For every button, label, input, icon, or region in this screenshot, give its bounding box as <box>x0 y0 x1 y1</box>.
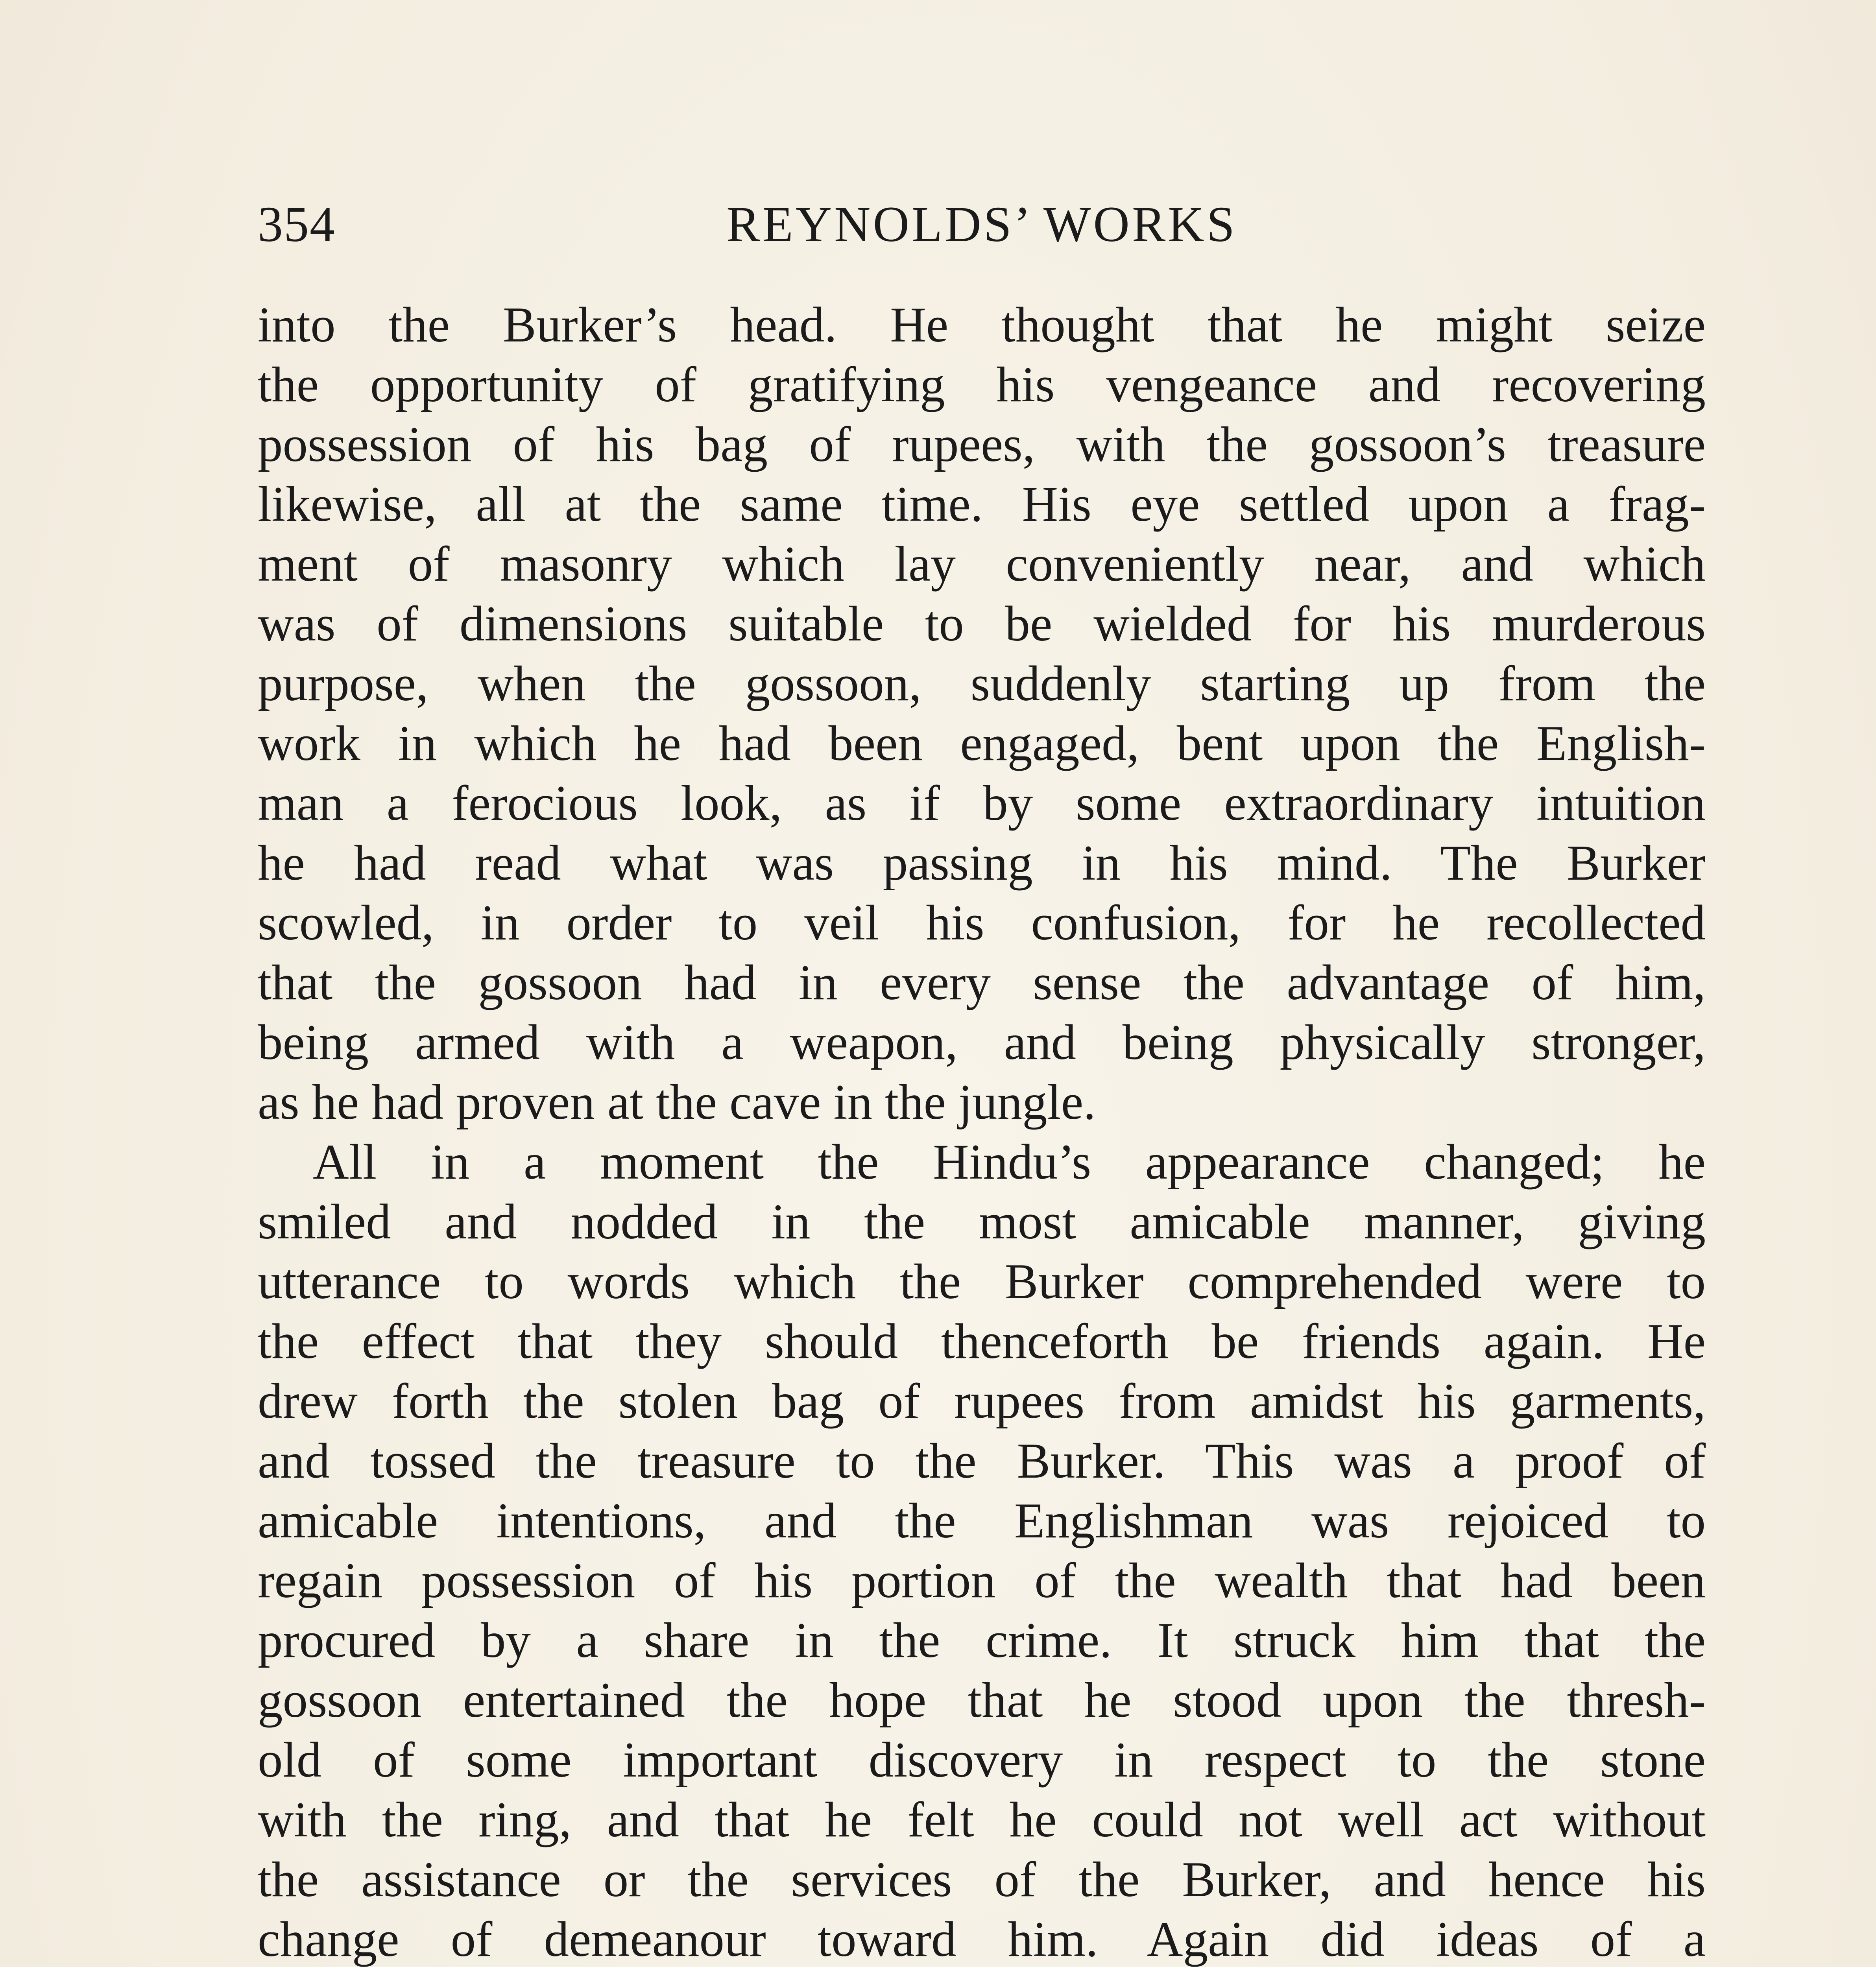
text-line: possession of his bag of rupees, with the gossoon’s treasure <box>258 417 1706 472</box>
text-line: All in a moment the Hindu’s appearance changed; he <box>313 1135 1706 1190</box>
text-line: change of demeanour toward him. Again did ideas of a <box>258 1912 1706 1967</box>
text-line: man a ferocious look, as if by some extraordinary intuition <box>258 776 1706 831</box>
page-header <box>258 185 1706 264</box>
text-line: smiled and nodded in the most amicable manner, giving <box>258 1194 1706 1249</box>
text-line: scowled, in order to veil his confusion, for he recollected <box>258 895 1706 950</box>
text-line: amicable intentions, and the Englishman was rejoiced to <box>258 1493 1706 1548</box>
text-line: gossoon entertained the hope that he stood upon the thresh- <box>258 1673 1706 1728</box>
text-line: drew forth the stolen bag of rupees from amidst his garments, <box>258 1374 1706 1429</box>
text-line: old of some important discovery in respect to the stone <box>258 1733 1706 1788</box>
text-line: was of dimensions suitable to be wielded for his murderous <box>258 596 1706 651</box>
text-line: likewise, all at the same time. His eye settled upon a frag- <box>258 477 1706 532</box>
body-text <box>258 295 1706 1967</box>
text-line: regain possession of his portion of the wealth that had been <box>258 1553 1706 1608</box>
text-line: utterance to words which the Burker comprehended were to <box>258 1254 1706 1309</box>
text-line: purpose, when the gossoon, suddenly starting up from the <box>258 656 1706 711</box>
text-line: and tossed the treasure to the Burker. This was a proof of <box>258 1434 1706 1489</box>
running-title: REYNOLDS’ WORKS <box>726 196 1237 252</box>
text-line: the effect that they should thenceforth be friends again. He <box>258 1314 1706 1369</box>
text-line: as he had proven at the cave in the jungle. <box>258 1075 1096 1130</box>
text-line: he had read what was passing in his mind. The Burker <box>258 836 1706 891</box>
text-line: work in which he had been engaged, bent upon the English- <box>258 716 1706 771</box>
text-line: with the ring, and that he felt he could not well act without <box>258 1792 1706 1847</box>
text-line: the assistance or the services of the Burker, and hence his <box>258 1852 1706 1907</box>
text-line: ment of masonry which lay conveniently near, and which <box>258 537 1706 592</box>
text-line: procured by a share in the crime. It struck him that the <box>258 1613 1706 1668</box>
page-number: 354 <box>258 196 336 252</box>
text-line: into the Burker’s head. He thought that he might seize <box>258 297 1706 352</box>
paragraph <box>258 1132 1706 1967</box>
text-line: being armed with a weapon, and being physically stronger, <box>258 1015 1706 1070</box>
paragraph <box>258 295 1706 1132</box>
text-line: the opportunity of gratifying his vengeance and recovering <box>258 357 1706 412</box>
text-line: that the gossoon had in every sense the advantage of him, <box>258 955 1706 1010</box>
